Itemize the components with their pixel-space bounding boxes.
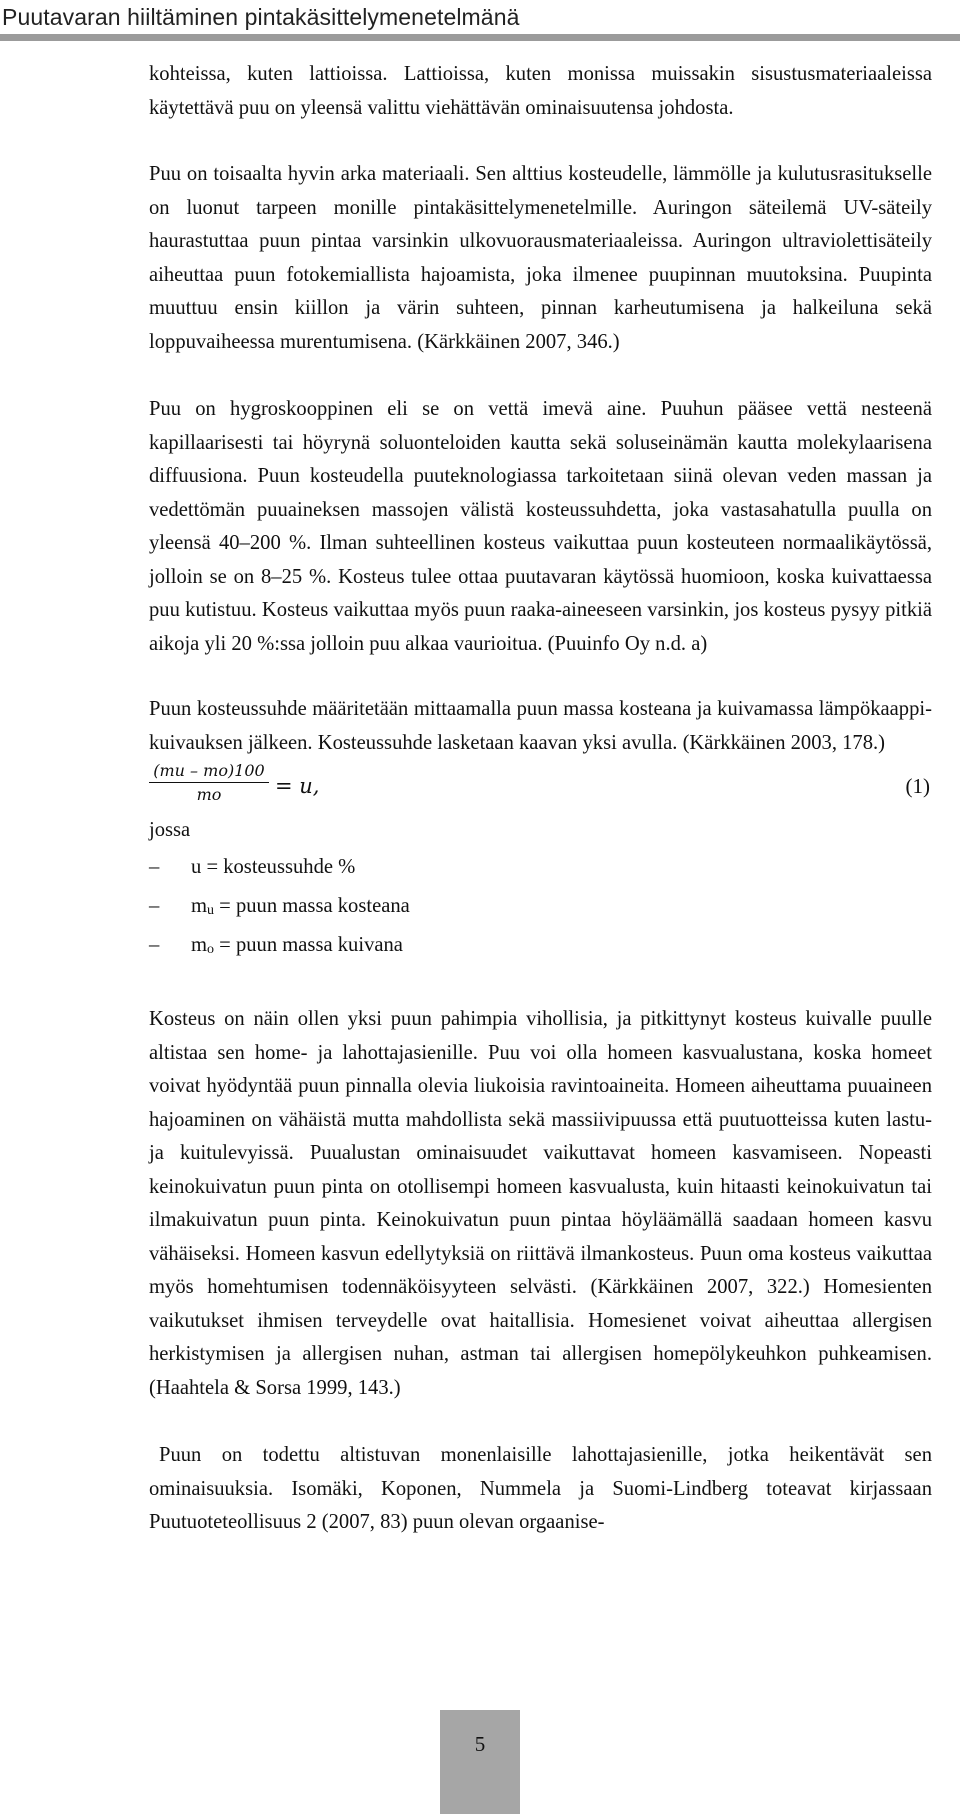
- header-rule: [0, 34, 960, 41]
- definition-text: = puun massa kosteana: [214, 895, 410, 917]
- page-body: [149, 58, 932, 1540]
- page-number-box: [440, 1710, 520, 1814]
- definition-symbol: u: [191, 856, 202, 878]
- paragraph-hygroscopic: Puu on hygroskooppinen eli se on vettä imevä aine. Puuhun pääsee vettä nesteenä kapillaarisesti tai höyrynä soluonteloiden kautta sekä soluseinämän kautta molekylaarisena diffuusiona. Puun kosteudella puuteknologiassa tarkoitetaan siinä olevan veden massan ja vedettömän puuaineksen massojen välistä kosteussuhdetta, joka vastasahatulla puulla on yleensä 40–200 %. Ilman suhteellinen kosteus vaikuttaa puun kosteuteen normaalikäytössä, jolloin se on 8–25 %. Kosteus tulee ottaa puutavaran käytössä huomioon, koska kuivattaessa puu kutistuu. Kosteus vaikuttaa myös puun raaka-aineeseen varsinkin, jos kosteus pysyy pitkiä aikoja yli 20 %:ssa jolloin puu alkaa vaurioitua. (Puuinfo Oy n.d. a): [149, 398, 932, 655]
- definition-item: [149, 928, 932, 967]
- paragraph-mould: Kosteus on näin ollen yksi puun pahimpia vihollisia, ja pitkittynyt kosteus kuivalle puulle altistaa sen home- ja lahottajasienille. Puu voi olla homeen kasvualustana, koska homeet voivat hyödyntää puun pinnalla olevia liukoisia ravintoaineita. Homeen aiheuttama puuaineen hajoaminen on vähäistä mutta mahdollista sekä massiivipuussa että puutuotteissa kuten lastu- ja kuitulevyissä. Puualustan ominaisuudet vaikuttavat homeen kasvamiseen. Nopeasti keinokuivatun puun pinta on otollisempi homeen kasvualusta, kuin hitaasti keinokuivatun tai ilmakuivatun puun pinta. Keinokuivatun puun pintaa höyläämällä saadaan homeen kasvu vähäiseksi. Homeen kasvun edellytyksiä on riittävä ilmankosteus. Puun oma kosteus vaikuttaa myös homehtumisen todennäköisyyteen selvästi. (Kärkkäinen 2007, 322.) Homesienten vaikutukset ihmisen terveydelle ovat haitallisia. Homesienet voivat aiheuttaa allergisen herkistymisen ja allergisen nuhan, astman tai allergisen homepölykeuhkon puhkeamisen. (Haahtela & Sorsa 1999, 143.): [149, 1008, 932, 1399]
- equation-numerator: (mu – mo)100: [149, 760, 269, 783]
- definition-subscript: u: [207, 903, 215, 918]
- dash-bullet-icon: –: [149, 934, 160, 956]
- equation-fraction: [149, 760, 269, 807]
- moisture-ratio-equation: [149, 760, 932, 818]
- running-header-title: Puutavaran hiiltäminen pintakäsittelymenetelmänä: [2, 4, 520, 30]
- page-header: [0, 0, 960, 44]
- equation-rhs: = u,: [275, 774, 320, 798]
- equation-denominator: mo: [196, 785, 222, 804]
- definition-text: = kosteussuhde %: [201, 856, 356, 878]
- definition-text: = puun massa kuivana: [214, 934, 403, 956]
- equation-number: (1): [905, 774, 930, 798]
- paragraph-moisture-ratio: Puun kosteussuhde määritetään mittaamalla puun massa kosteana ja kuivamassa lämpökaappi-kuivauksen jälkeen. Kosteussuhde lasketaan kaavan yksi avulla. (Kärkkäinen 2003, 178.): [149, 698, 932, 754]
- paragraph-decay-fungi: Puun on todettu altistuvan monenlaisille lahottajasienille, jotka heikentävät sen ominaisuuksia. Isomäki, Koponen, Nummela ja Suomi-Lindberg toteavat kirjassaan Puutuoteteollisuus 2 (2007, 83) puun olevan orgaanise-: [149, 1444, 932, 1533]
- dash-bullet-icon: –: [149, 895, 160, 917]
- paragraph-uv-weathering: Puu on toisaalta hyvin arka materiaali. Sen alttius kosteudelle, lämmölle ja kulutusrasitukselle on luonut tarpeen monille pintakäsittelymenetelmille. Auringon säteilemä UV-säteily haurastuttaa puun pintaa varsinkin ulkovuorausmateriaaleissa. Auringon ultraviolettisäteily aiheuttaa puun fotokemiallista hajoamista, joka ilmenee puupinnan muutoksina. Puupinta muuttuu ensin kiillon ja värin suhteen, pinnan karheutumisena ja halkeiluna sekä loppuvaiheessa murentumisena. (Kärkkäinen 2007, 346.): [149, 163, 932, 353]
- paragraph-continuation: kohteissa, kuten lattioissa. Lattioissa, kuten monissa muissakin sisustusmateriaaleissa käytettävä puu on yleensä valittu viehättävän ominaisuutensa johdosta.: [149, 63, 932, 119]
- dash-bullet-icon: –: [149, 856, 160, 878]
- where-label: jossa: [149, 819, 191, 841]
- page-number: 5: [474, 1732, 486, 1756]
- variable-definitions: [149, 850, 932, 967]
- definition-symbol: m: [191, 895, 208, 917]
- definition-item: [149, 889, 932, 928]
- definition-subscript: o: [207, 942, 215, 957]
- definition-symbol: m: [191, 934, 208, 956]
- definition-item: [149, 850, 932, 889]
